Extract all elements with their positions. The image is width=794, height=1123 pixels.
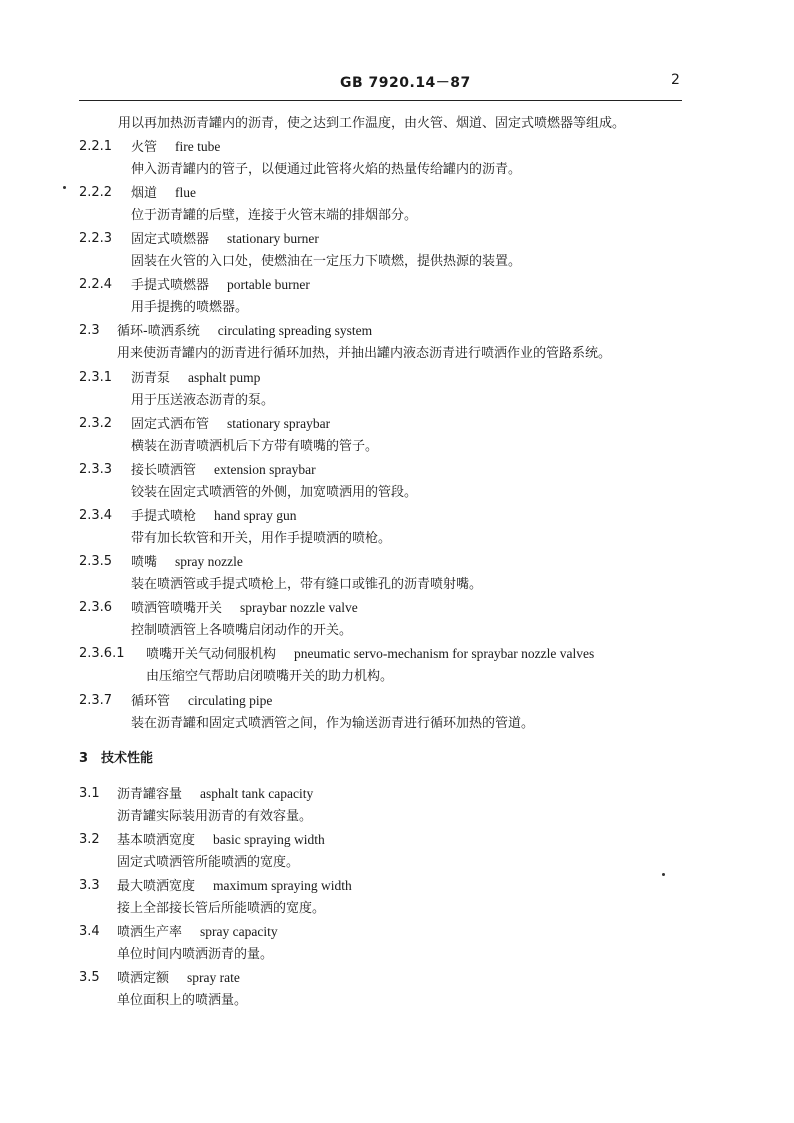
term-heading bbox=[131, 370, 260, 387]
term-definition: 单位面积上的喷洒量。 bbox=[117, 993, 248, 1008]
term-number: 3.5 bbox=[79, 970, 100, 985]
term-heading bbox=[117, 786, 313, 803]
term-heading bbox=[131, 508, 297, 525]
term-definition: 横装在沥青喷洒机后下方带有喷嘴的管子。 bbox=[131, 439, 379, 454]
term-definition: 伸入沥青罐内的管子，以便通过此管将火焰的热量传给罐内的沥青。 bbox=[131, 162, 522, 177]
term-en: stationary burner bbox=[227, 231, 319, 246]
term-en: spray nozzle bbox=[175, 554, 243, 569]
term-heading bbox=[131, 277, 310, 294]
term-en: spray capacity bbox=[200, 924, 278, 939]
term-zh: 喷洒生产率 bbox=[117, 925, 183, 940]
term-en: portable burner bbox=[227, 277, 310, 292]
term-zh: 循环-喷洒系统 bbox=[117, 324, 200, 339]
term-definition: 用来使沥青罐内的沥青进行循环加热，并抽出罐内液态沥青进行喷洒作业的管路系统。 bbox=[117, 346, 612, 361]
term-en: asphalt pump bbox=[188, 370, 261, 385]
term-number: 2.3.3 bbox=[79, 462, 113, 477]
term-zh: 喷嘴 bbox=[131, 555, 158, 570]
term-en: spraybar nozzle valve bbox=[240, 600, 358, 615]
term-number: 2.3.5 bbox=[79, 554, 113, 569]
term-number: 2.3.1 bbox=[79, 370, 113, 385]
term-heading bbox=[131, 416, 330, 433]
term-zh: 基本喷洒宽度 bbox=[117, 833, 196, 848]
section-number: 3 bbox=[79, 751, 89, 766]
term-en: flue bbox=[175, 185, 197, 200]
term-zh: 喷洒定额 bbox=[117, 971, 170, 986]
term-heading bbox=[117, 970, 240, 987]
term-heading bbox=[117, 832, 325, 849]
term-en: hand spray gun bbox=[214, 508, 297, 523]
term-number: 2.3.6.1 bbox=[79, 646, 125, 661]
term-en: asphalt tank capacity bbox=[200, 786, 314, 801]
term-definition: 固装在火管的入口处，使燃油在一定压力下喷燃，提供热源的装置。 bbox=[131, 254, 522, 269]
term-definition: 用手提携的喷燃器。 bbox=[131, 300, 249, 315]
term-zh: 固定式喷燃器 bbox=[131, 232, 210, 247]
term-heading bbox=[131, 462, 316, 479]
term-heading bbox=[117, 878, 352, 895]
term-en: extension spraybar bbox=[214, 462, 316, 477]
term-en: circulating pipe bbox=[188, 693, 273, 708]
term-zh: 沥青泵 bbox=[131, 371, 171, 386]
term-number: 3.2 bbox=[79, 832, 100, 847]
term-heading bbox=[131, 231, 319, 248]
scan-speck bbox=[662, 873, 665, 876]
term-number: 3.4 bbox=[79, 924, 100, 939]
term-heading bbox=[117, 924, 278, 941]
term-zh: 沥青罐容量 bbox=[117, 787, 183, 802]
term-zh: 最大喷洒宽度 bbox=[117, 879, 196, 894]
term-definition: 铰装在固定式喷洒管的外侧，加宽喷洒用的管段。 bbox=[131, 485, 418, 500]
section-title: 技术性能 bbox=[101, 751, 154, 766]
term-number: 3.3 bbox=[79, 878, 100, 893]
term-definition: 装在沥青罐和固定式喷洒管之间，作为输送沥青进行循环加热的管道。 bbox=[131, 716, 535, 731]
term-number: 3.1 bbox=[79, 786, 100, 801]
term-definition: 固定式喷洒管所能喷洒的宽度。 bbox=[117, 855, 300, 870]
term-zh: 手提式喷燃器 bbox=[131, 278, 210, 293]
term-heading bbox=[131, 139, 220, 156]
term-number: 2.2.2 bbox=[79, 185, 113, 200]
term-number: 2.2.4 bbox=[79, 277, 113, 292]
term-definition: 装在喷洒管或手提式喷枪上，带有缝口或锥孔的沥青喷射嘴。 bbox=[131, 577, 483, 592]
term-zh: 喷嘴开关气动伺服机构 bbox=[146, 647, 277, 662]
term-en: fire tube bbox=[175, 139, 221, 154]
term-definition: 用于压送液态沥青的泵。 bbox=[131, 393, 275, 408]
term-definition: 单位时间内喷洒沥青的量。 bbox=[117, 947, 274, 962]
term-zh: 手提式喷枪 bbox=[131, 509, 197, 524]
standard-code: GB 7920.14－87 bbox=[340, 75, 471, 91]
intro-line: 用以再加热沥青罐内的沥青，使之达到工作温度，由火管、烟道、固定式喷燃器等组成。 bbox=[118, 116, 626, 131]
term-en: spray rate bbox=[187, 970, 240, 985]
term-number: 2.3.2 bbox=[79, 416, 113, 431]
term-definition: 控制喷洒管上各喷嘴启闭动作的开关。 bbox=[131, 623, 353, 638]
term-definition: 接上全部接长管后所能喷洒的宽度。 bbox=[117, 901, 326, 916]
term-number: 2.3 bbox=[79, 323, 100, 338]
term-definition: 沥青罐实际装用沥青的有效容量。 bbox=[117, 809, 313, 824]
term-zh: 火管 bbox=[131, 140, 158, 155]
term-definition: 由压缩空气帮助启闭喷嘴开关的助力机构。 bbox=[146, 669, 394, 684]
term-en: maximum spraying width bbox=[213, 878, 352, 893]
term-heading bbox=[131, 600, 358, 617]
term-heading bbox=[117, 323, 372, 340]
term-number: 2.2.1 bbox=[79, 139, 113, 154]
term-number: 2.3.7 bbox=[79, 693, 113, 708]
term-heading bbox=[131, 185, 196, 202]
page-number: 2 bbox=[671, 72, 680, 88]
term-en: circulating spreading system bbox=[217, 323, 373, 338]
term-zh: 循环管 bbox=[131, 694, 171, 709]
term-heading bbox=[131, 693, 272, 710]
term-zh: 固定式洒布管 bbox=[131, 417, 210, 432]
term-definition: 位于沥青罐的后壁，连接于火管末端的排烟部分。 bbox=[131, 208, 418, 223]
term-number: 2.3.4 bbox=[79, 508, 113, 523]
term-number: 2.2.3 bbox=[79, 231, 113, 246]
term-zh: 喷洒管喷嘴开关 bbox=[131, 601, 223, 616]
scan-speck bbox=[63, 186, 66, 189]
term-en: stationary spraybar bbox=[227, 416, 331, 431]
term-heading bbox=[146, 646, 594, 663]
term-number: 2.3.6 bbox=[79, 600, 113, 615]
term-zh: 接长喷洒管 bbox=[131, 463, 197, 478]
term-en: basic spraying width bbox=[213, 832, 325, 847]
term-en: pneumatic servo-mechanism for spraybar nozzle valves bbox=[294, 646, 595, 661]
header-rule bbox=[79, 100, 682, 101]
term-definition: 带有加长软管和开关，用作手提喷洒的喷枪。 bbox=[131, 531, 392, 546]
term-heading bbox=[131, 554, 243, 571]
term-zh: 烟道 bbox=[131, 186, 158, 201]
